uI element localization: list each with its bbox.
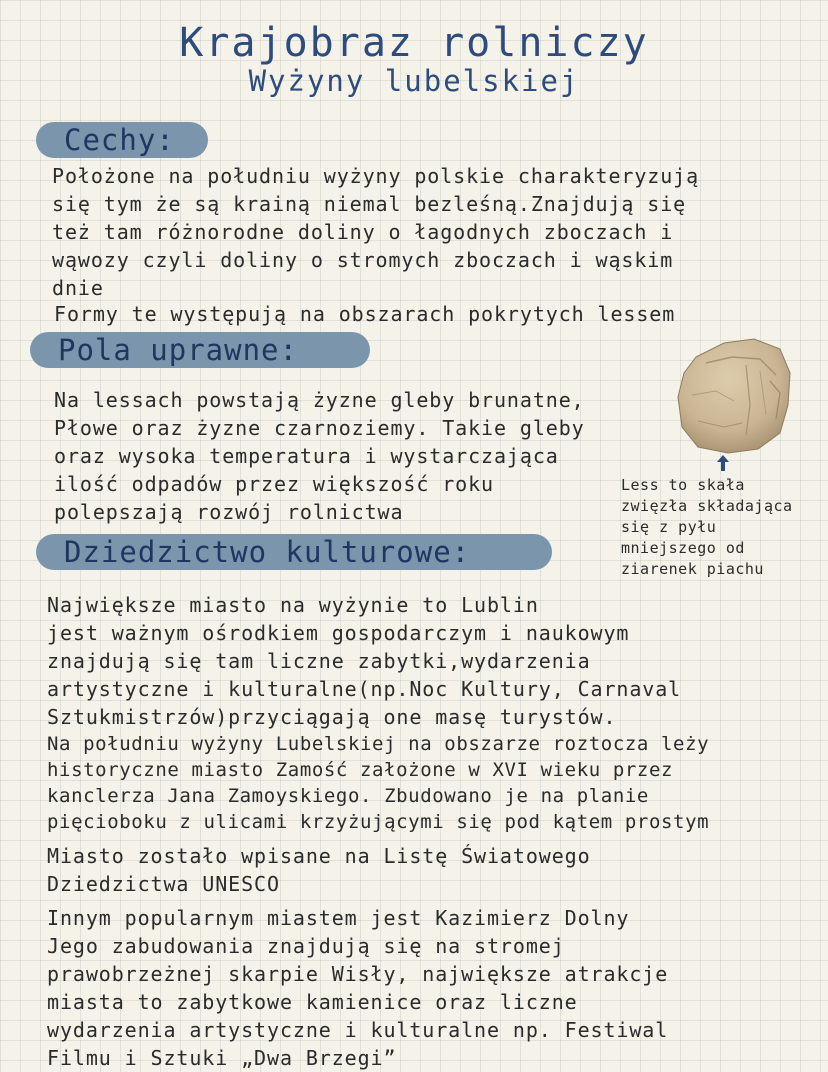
dziedzictwo-paragraph-lublin: Największe miasto na wyżynie to Lublin jest ważnym ośrodkiem gospodarczym i naukowym znajdują się tam liczne zabytki,wydarzenia artystyczne i kulturalne(np.Noc Kultury, Carnaval Sztukmistrzów)przyciągają one masę turystów. [47,593,682,729]
dziedzictwo-paragraph-kazimierz: Innym popularnym miastem jest Kazimierz Dolny Jego zabudowania znajdują się na stromej prawobrzeżnej skarpie Wisły, największe atrakcje miasta to zabytkowe kamienice oraz liczne wydarzenia artystyczne i kulturalne np. Festiwal Filmu i Sztuki „Dwa Brzegi” [47,906,669,1070]
section-heading-dziedzictwo: Dziedzictwo kulturowe: [36,534,552,570]
pola-uprawne-paragraph: Na lessach powstają żyzne gleby brunatne, Płowe oraz żyzne czarnoziemy. Takie gleby oraz wysoka temperatura i wystarczająca ilość odpadów przez większość roku polepszają rozwój rolnictwa [54,388,585,524]
loess-rock-image [676,335,794,455]
loess-caption: Less to skała zwięzła składająca się z pyłu mniejszego od ziarenek piachu [621,476,793,578]
section-heading-pola-uprawne: Pola uprawne: [30,332,370,368]
dziedzictwo-paragraph-zamosc: Na południu wyżyny Lubelskiej na obszarze roztocza leży historyczne miasto Zamość założone w XVI wieku przez kanclerza Jana Zamoyskiego. Zbudowano je na planie pięcioboku z ulicami krzyżującymi się pod kątem prostym [47,733,710,833]
dziedzictwo-paragraph-unesco: Miasto zostało wpisane na Listę Światowego Dziedzictwa UNESCO [47,844,591,896]
cechy-paragraph-1: Położone na południu wyżyny polskie charakteryzują się tym że są krainą niemal bezleśną.Znajdują się też tam różnorodne doliny o łagodnych zboczach i wąwozy czyli doliny o stromych zboczach i wąskim dnie [52,164,700,300]
page-title: Krajobraz rolniczy [179,20,649,66]
arrow-up-icon [713,453,733,473]
section-heading-cechy: Cechy: [36,122,208,158]
page-subtitle: Wyżyny lubelskiej [248,64,580,98]
cechy-paragraph-2: Formy te występują na obszarach pokrytych lessem [54,302,676,326]
